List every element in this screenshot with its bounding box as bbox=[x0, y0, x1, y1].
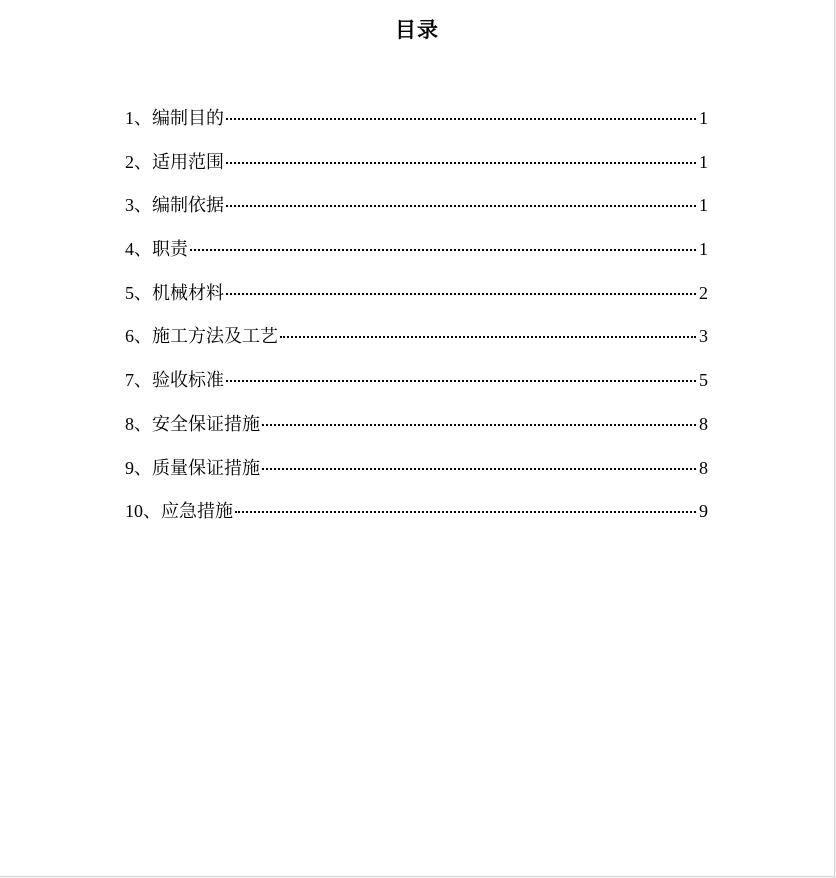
toc-entry-page: 8 bbox=[699, 413, 708, 434]
toc-entry-label: 1、编制目的 bbox=[125, 108, 224, 128]
toc-entry[interactable] bbox=[125, 366, 708, 410]
toc-entry[interactable] bbox=[125, 410, 708, 454]
toc-leader-dots bbox=[226, 293, 696, 295]
table-of-contents bbox=[125, 104, 708, 541]
toc-entry[interactable] bbox=[125, 104, 708, 148]
toc-entry-page: 1 bbox=[699, 108, 708, 128]
toc-entry[interactable] bbox=[125, 322, 708, 366]
toc-leader-dots bbox=[226, 118, 696, 120]
toc-entry-label: 10、应急措施 bbox=[125, 501, 233, 522]
toc-entry[interactable] bbox=[125, 279, 708, 323]
toc-leader-dots bbox=[262, 424, 696, 426]
toc-entry-page: 3 bbox=[699, 326, 708, 347]
toc-entry-page: 1 bbox=[699, 151, 708, 172]
toc-entry-page: 2 bbox=[699, 282, 708, 303]
toc-entry-label: 3、编制依据 bbox=[125, 195, 224, 216]
toc-entry-label: 7、验收标准 bbox=[125, 370, 224, 391]
toc-entry-label: 8、安全保证措施 bbox=[125, 413, 260, 434]
toc-leader-dots bbox=[226, 162, 696, 164]
toc-entry-page: 5 bbox=[699, 370, 708, 391]
toc-entry-label: 9、质量保证措施 bbox=[125, 457, 260, 478]
toc-entry-label: 2、适用范围 bbox=[125, 151, 224, 172]
toc-entry[interactable] bbox=[125, 497, 708, 541]
toc-title: 目录 bbox=[395, 17, 439, 42]
toc-entry[interactable] bbox=[125, 148, 708, 192]
toc-entry-page: 8 bbox=[699, 457, 708, 478]
toc-entry-label: 4、职责 bbox=[125, 239, 188, 260]
toc-leader-dots bbox=[226, 205, 696, 207]
toc-entry-page: 1 bbox=[699, 195, 708, 216]
toc-entry-page: 1 bbox=[699, 239, 708, 260]
toc-entry-label: 5、机械材料 bbox=[125, 282, 224, 303]
toc-leader-dots bbox=[190, 249, 696, 251]
toc-entry-page: 9 bbox=[699, 501, 708, 522]
toc-leader-dots bbox=[262, 468, 696, 470]
toc-leader-dots bbox=[235, 511, 696, 513]
toc-leader-dots bbox=[226, 380, 696, 382]
toc-entry[interactable] bbox=[125, 235, 708, 279]
toc-entry[interactable] bbox=[125, 454, 708, 498]
toc-entry-label: 6、施工方法及工艺 bbox=[125, 326, 278, 347]
toc-entry[interactable] bbox=[125, 191, 708, 235]
toc-leader-dots bbox=[280, 336, 696, 338]
